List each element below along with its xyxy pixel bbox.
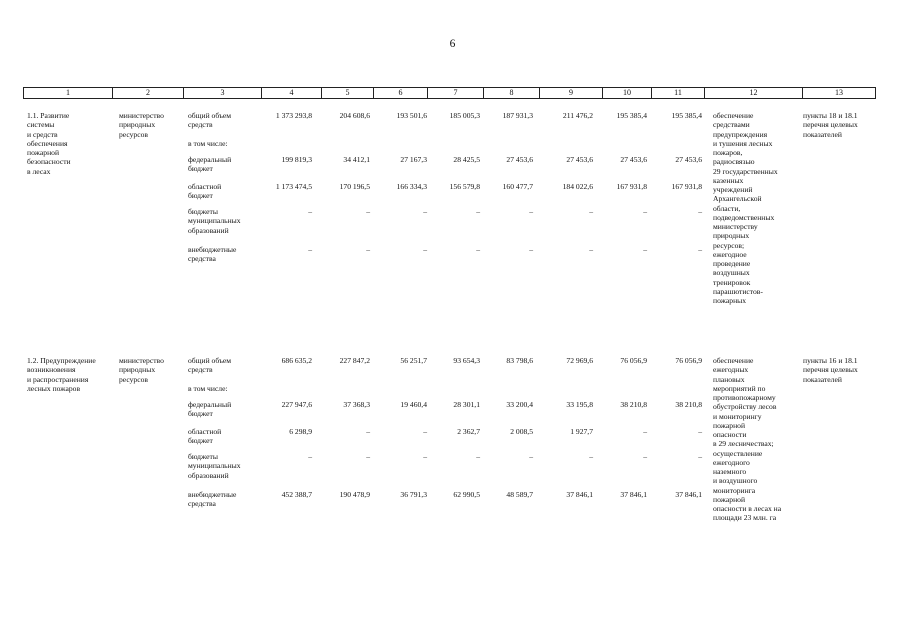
task-name-line: возникновения <box>27 365 76 375</box>
amount-cell: 6 298,9 <box>289 427 312 436</box>
amount-cell: 184 022,6 <box>562 182 593 191</box>
amount-cell: 76 056,9 <box>675 356 702 365</box>
expected-result <box>713 356 807 523</box>
amount-cell: 227 947,6 <box>281 400 312 409</box>
funding-source-line: областной <box>188 427 222 436</box>
amount-cell: – <box>698 207 702 216</box>
expected-result-line: и воздушного <box>713 476 758 486</box>
funding-source-line: средств <box>188 365 213 375</box>
task-name-line: безопасности <box>27 157 71 167</box>
amount-cell: – <box>698 452 702 461</box>
amount-cell: – <box>366 452 370 461</box>
target-indicators-line: пункты 18 и 18.1 <box>803 111 858 120</box>
funding-source-line: федеральный <box>188 400 232 409</box>
amount-cell: 19 460,4 <box>400 400 427 409</box>
executor-line: ресурсов <box>119 374 148 384</box>
amount-cell: 195 385,4 <box>671 111 702 120</box>
amount-cell: 227 847,2 <box>339 356 370 365</box>
amount-cell: 166 334,3 <box>396 182 427 191</box>
task-name-line: лесных пожаров <box>27 383 81 393</box>
funding-source-line: общий объем <box>188 356 232 365</box>
funding-source <box>188 139 260 148</box>
executor-line: природных <box>119 365 156 375</box>
amount-cell: – <box>643 245 647 254</box>
amount-cell: 72 969,6 <box>566 356 593 365</box>
amount-cell: – <box>476 452 480 461</box>
amount-cell: 195 385,4 <box>616 111 647 120</box>
expected-result-line: обеспечение <box>713 111 754 120</box>
task-name <box>27 356 115 393</box>
task-name-line: в лесах <box>27 166 51 176</box>
expected-result-line: проведение <box>713 259 751 268</box>
header-cell-4: 4 <box>262 88 322 99</box>
expected-result-line: природных <box>713 231 750 241</box>
amount-cell: 156 579,8 <box>449 182 480 191</box>
amount-cell: 27 167,3 <box>400 155 427 164</box>
amount-cell: 27 453,6 <box>620 155 647 164</box>
expected-result-line: противопожарному <box>713 393 776 402</box>
amount-cell: 199 819,3 <box>281 155 312 164</box>
amount-cell: 83 798,6 <box>506 356 533 365</box>
expected-result-line: плановых <box>713 374 745 384</box>
amount-cell: 93 654,3 <box>453 356 480 365</box>
amount-cell: 37 368,3 <box>343 400 370 409</box>
expected-result-line: наземного <box>713 467 747 476</box>
executor-line: природных <box>119 120 156 130</box>
amount-cell: 211 476,2 <box>562 111 593 120</box>
amount-cell: 37 846,1 <box>675 490 702 499</box>
funding-source-line: общий объем <box>188 111 232 120</box>
target-indicators-line: пункты 16 и 18.1 <box>803 356 858 365</box>
amount-cell: 170 196,5 <box>339 182 370 191</box>
amount-cell: 686 635,2 <box>281 356 312 365</box>
amount-cell: – <box>529 245 533 254</box>
amount-cell: 27 453,6 <box>675 155 702 164</box>
expected-result-line: ежегодного <box>713 457 750 467</box>
expected-result-line: обеспечение <box>713 356 754 365</box>
target-indicators-line: показателей <box>803 129 842 139</box>
executor-line: ресурсов <box>119 129 148 139</box>
header-cell-2: 2 <box>113 88 184 99</box>
expected-result-line: пожарной <box>713 494 746 504</box>
amount-cell: 452 388,7 <box>281 490 312 499</box>
amount-cell: – <box>423 427 427 436</box>
amount-cell: – <box>529 207 533 216</box>
expected-result-line: и тушения лесных <box>713 138 773 148</box>
amount-cell: – <box>589 245 593 254</box>
amount-cell: 48 589,7 <box>506 490 533 499</box>
target-indicators <box>803 356 877 384</box>
funding-source-line: бюджет <box>188 436 213 446</box>
expected-result-line: осуществление <box>713 448 763 458</box>
amount-cell: 38 210,8 <box>675 400 702 409</box>
amount-cell: 33 200,4 <box>506 400 533 409</box>
task-name-line: и средств <box>27 129 58 139</box>
amount-cell: 2 362,7 <box>457 427 480 436</box>
amount-cell: 27 453,6 <box>506 155 533 164</box>
amount-cell: – <box>366 427 370 436</box>
amount-cell: – <box>476 207 480 216</box>
expected-result <box>713 111 807 305</box>
task-name <box>27 111 115 176</box>
expected-result-line: радиосвязью <box>713 157 755 167</box>
task-name-line: системы <box>27 120 55 130</box>
funding-source-line: бюджеты <box>188 452 218 461</box>
expected-result-line: опасности в лесах на <box>713 504 782 513</box>
amount-cell: 76 056,9 <box>620 356 647 365</box>
expected-result-line: казенных <box>713 175 744 185</box>
expected-result-line: министерству <box>713 222 758 231</box>
funding-source-line: бюджет <box>188 191 213 201</box>
executor <box>119 111 185 139</box>
amount-cell: 193 501,6 <box>396 111 427 120</box>
expected-result-line: ежегодное <box>713 249 747 259</box>
executor <box>119 356 185 384</box>
amount-cell: 38 210,8 <box>620 400 647 409</box>
expected-result-line: в 29 лесничествах; <box>713 439 774 449</box>
header-cell-8: 8 <box>484 88 540 99</box>
funding-source-line: муниципальных <box>188 461 241 471</box>
funding-source-line: бюджет <box>188 164 213 174</box>
expected-result-line: и мониторингу <box>713 411 762 421</box>
expected-result-line: площади 23 млн. га <box>713 513 777 523</box>
amount-cell: – <box>366 207 370 216</box>
amount-cell: 190 478,9 <box>339 490 370 499</box>
amount-cell: 160 477,7 <box>502 182 533 191</box>
amount-cell: 187 931,3 <box>502 111 533 120</box>
page-number: 6 <box>449 38 456 50</box>
amount-cell: – <box>366 245 370 254</box>
header-cell-10: 10 <box>603 88 652 99</box>
task-name-line: обеспечения <box>27 138 68 148</box>
funding-source-line: бюджет <box>188 409 213 419</box>
expected-result-line: ресурсов; <box>713 240 745 250</box>
header-cell-5: 5 <box>322 88 374 99</box>
executor-line: министерство <box>119 111 164 120</box>
amount-cell: 28 425,5 <box>453 155 480 164</box>
funding-source-line: средств <box>188 120 213 130</box>
expected-result-line: опасности <box>713 430 747 439</box>
amount-cell: – <box>423 245 427 254</box>
expected-result-line: средствами <box>713 120 750 130</box>
funding-source-line: средства <box>188 499 216 509</box>
funding-source-line: в том числе: <box>188 139 228 148</box>
expected-result-line: воздушных <box>713 268 750 278</box>
amount-cell: – <box>308 452 312 461</box>
expected-result-line: предупреждения <box>713 129 768 139</box>
header-cell-13: 13 <box>803 88 876 99</box>
header-cell-11: 11 <box>652 88 705 99</box>
amount-cell: – <box>308 207 312 216</box>
funding-source-line: федеральный <box>188 155 232 164</box>
expected-result-line: мониторинга <box>713 485 756 495</box>
funding-source-line: внебюджетные <box>188 490 237 499</box>
column-number-header <box>23 87 876 99</box>
expected-result-line: Архангельской <box>713 194 762 204</box>
header-cell-9: 9 <box>540 88 603 99</box>
funding-source-line: средства <box>188 254 216 264</box>
amount-cell: 167 931,8 <box>671 182 702 191</box>
task-name-line: и распространения <box>27 374 89 384</box>
amount-cell: 1 373 293,8 <box>275 111 312 120</box>
expected-result-line: учреждений <box>713 185 753 194</box>
amount-cell: 37 846,1 <box>620 490 647 499</box>
executor-line: министерство <box>119 356 164 365</box>
target-indicators-line: перечня целевых <box>803 120 858 130</box>
expected-result-line: обустройству лесов <box>713 402 777 412</box>
amount-cell: – <box>529 452 533 461</box>
funding-source-line: в том числе: <box>188 384 228 393</box>
target-indicators-line: показателей <box>803 374 842 384</box>
task-name-line: пожарной <box>27 148 60 157</box>
expected-result-line: 29 государственных <box>713 166 778 176</box>
amount-cell: 62 990,5 <box>453 490 480 499</box>
amount-cell: 28 301,1 <box>453 400 480 409</box>
header-cell-12: 12 <box>705 88 803 99</box>
amount-cell: 1 173 474,5 <box>275 182 312 191</box>
amount-cell: 37 846,1 <box>566 490 593 499</box>
amount-cell: 204 608,6 <box>339 111 370 120</box>
amount-cell: – <box>423 207 427 216</box>
header-cell-3: 3 <box>184 88 262 99</box>
amount-cell: 33 195,8 <box>566 400 593 409</box>
amount-cell: – <box>643 427 647 436</box>
amount-cell: 167 931,8 <box>616 182 647 191</box>
amount-cell: – <box>589 207 593 216</box>
funding-source <box>188 384 260 393</box>
header-cell-7: 7 <box>428 88 484 99</box>
target-indicators <box>803 111 877 139</box>
task-name-line: 1.2. Предупреждение <box>27 356 96 365</box>
funding-source-line: образований <box>188 225 229 235</box>
funding-source-line: бюджеты <box>188 207 218 216</box>
expected-result-line: парашютистов- <box>713 286 763 296</box>
amount-cell: – <box>698 427 702 436</box>
amount-cell: 27 453,6 <box>566 155 593 164</box>
header-cell-6: 6 <box>374 88 428 99</box>
expected-result-line: области, <box>713 203 741 213</box>
funding-source-line: образований <box>188 470 229 480</box>
target-indicators-line: перечня целевых <box>803 365 858 375</box>
expected-result-line: пожарной <box>713 420 746 430</box>
funding-source-line: внебюджетные <box>188 245 237 254</box>
amount-cell: – <box>423 452 427 461</box>
amount-cell: – <box>643 207 647 216</box>
amount-cell: – <box>589 452 593 461</box>
amount-cell: 2 008,5 <box>510 427 533 436</box>
amount-cell: 56 251,7 <box>400 356 427 365</box>
amount-cell: 185 005,3 <box>449 111 480 120</box>
amount-cell: – <box>643 452 647 461</box>
amount-cell: 36 791,3 <box>400 490 427 499</box>
funding-source-line: областной <box>188 182 222 191</box>
expected-result-line: подведомственных <box>713 212 775 222</box>
task-name-line: 1.1. Развитие <box>27 111 70 120</box>
expected-result-line: мероприятий по <box>713 383 766 393</box>
amount-cell: – <box>698 245 702 254</box>
amount-cell: – <box>308 245 312 254</box>
amount-cell: 1 927,7 <box>570 427 593 436</box>
amount-cell: 34 412,1 <box>343 155 370 164</box>
expected-result-line: пожаров, <box>713 148 743 157</box>
expected-result-line: пожарных <box>713 296 747 305</box>
expected-result-line: ежегодных <box>713 365 749 375</box>
expected-result-line: тренировок <box>713 277 751 287</box>
amount-cell: – <box>476 245 480 254</box>
funding-source-line: муниципальных <box>188 216 241 226</box>
header-cell-1: 1 <box>24 88 113 99</box>
